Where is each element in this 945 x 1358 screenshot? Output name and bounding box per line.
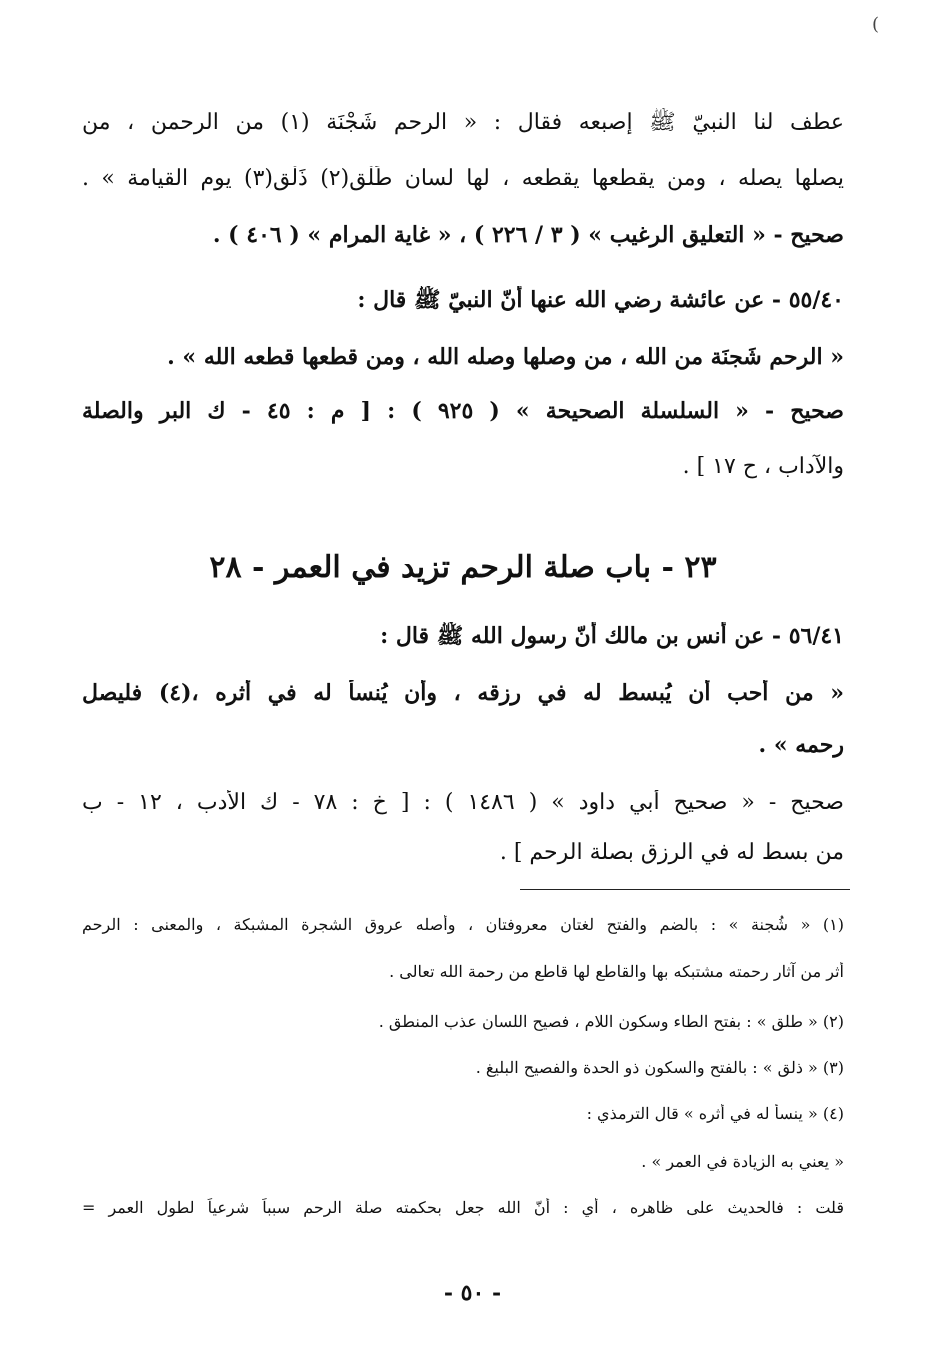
hadith-41-intro: ٥٦/٤١ - عن أنس بن مالك أنّ رسول الله ﷺ قال : xyxy=(380,623,844,649)
footnote-1: (١) « شُجنة » : بالضم والفتح لغتان معروفتان ، وأصله عروق الشجرة المشبكة ، والمعنى : الرحم xyxy=(82,915,844,934)
grading-line-2: صحيح - « السلسلة الصحيحة » ( ٩٢٥ ) : [ م : ٤٥ - ك البر والصلة xyxy=(82,398,844,424)
footnote-4-quote: « يعني به الزيادة في العمر » . xyxy=(641,1152,844,1171)
footnote-1-cont: أثر من آثار رحمته مشتبكه بها والقاطع لها قاطع من رحمة الله تعالى . xyxy=(389,962,844,981)
chapter-heading: ٢٣ - باب صلة الرحم تزيد في العمر - ٢٨ xyxy=(209,550,717,585)
hadith-40-intro: ٥٥/٤٠ - عن عائشة رضي الله عنها أنّ النبيّ ﷺ قال : xyxy=(357,287,844,313)
footnote-separator xyxy=(520,889,850,890)
body-line-1: عطف لنا النبيّ ﷺ إصبعه فقال : « الرحم شَجْنَة (١) من الرحمن ، من xyxy=(82,110,844,135)
grading-line-1: صحيح - « التعليق الرغيب » ( ٣ / ٢٢٦ ) ، « غاية المرام » ( ٤٠٦ ) . xyxy=(212,222,844,248)
grading-line-3-cont: من بسط له في الرزق بصلة الرحم ] . xyxy=(499,840,844,865)
hadith-41-text-cont: رحمه » . xyxy=(758,732,844,758)
footnote-2: (٢) « طلق » : بفتح الطاء وسكون اللام ، فصيح اللسان عذب المنطق . xyxy=(378,1012,844,1031)
grading-line-3: صحيح - « صحيح أبي داود » ( ١٤٨٦ ) : [ خ : ٧٨ - ك الأدب ، ١٢ - ب xyxy=(82,790,844,815)
body-line-2: يصلها يصله ، ومن يقطعها يقطعه ، لها لسان طَلْق(٢) ذَلْق(٣) يوم القيامة » . xyxy=(82,166,844,191)
footnote-4: (٤) « ينسأ له في أثره » قال الترمذي : xyxy=(586,1104,844,1123)
page-number: - ٥٠ - xyxy=(443,1280,502,1306)
corner-mark: ( xyxy=(872,14,880,35)
footnote-3: (٣) « ذلق » : بالفتح والسكون ذو الحدة والفصيح البليغ . xyxy=(475,1058,844,1077)
grading-line-2-cont: والآداب ، ح ١٧ ] . xyxy=(682,454,844,479)
footnote-4-comment: قلت : فالحديث على ظاهره ، أي : أنّ الله جعل بحكمته صلة الرحم سبباً شرعياً لطول العمر = xyxy=(82,1198,844,1217)
hadith-41-text: « من أحب أن يُبسط له في رزقه ، وأن يُنسأ له في أثره ،(٤) فليصل xyxy=(82,680,844,706)
hadith-40-text: « الرحم شَجنَة من الله ، من وصلها وصله الله ، ومن قطعها قطعه الله » . xyxy=(167,344,844,370)
